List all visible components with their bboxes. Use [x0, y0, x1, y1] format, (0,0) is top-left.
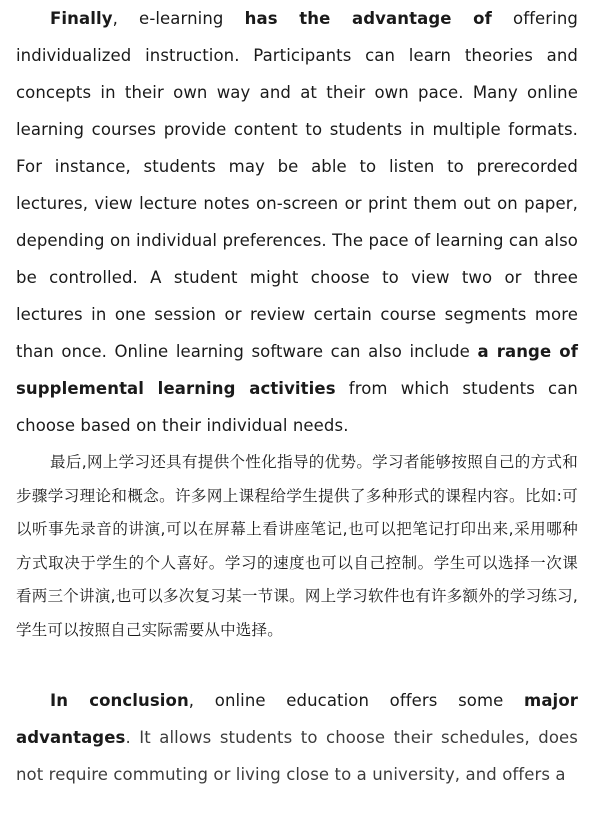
paragraph-text: , online education offers some [188, 691, 525, 710]
bold-phrase-finally: Finally [50, 9, 113, 28]
paragraph-text: offering individualized instruction. Participants can learn theories and concepts in their own way and at their own pace. Many online learning courses provide content to students in multiple formats. For instance, students may be able to listen to prerecorded lectures, view lecture notes on-screen or print them out on paper, depending on individual preferences. The pace of learning can also be controlled. A student might choose to view two or three lectures in one session or review certain course segments more than once. Online learning software can also include [16, 9, 578, 361]
document-page [16, 0, 578, 793]
paragraph-text: from which students can choose based on their individual needs. [16, 379, 578, 435]
paragraph-finally [16, 0, 578, 444]
paragraph-chinese-translation: 最后,网上学习还具有提供个性化指导的优势。学习者能够按照自己的方式和步骤学习理论和概念。许多网上课程给学生提供了多种形式的课程内容。比如:可以听事先录音的讲演,可以在屏幕上看讲座笔记,也可以把笔记打印出来,采用哪种方式取决于学生的个人喜好。学习的速度也可以自己控制。学生可以选择一次课看两三个讲演,也可以多次复习某一节课。网上学习软件也有许多额外的学习练习,学生可以按照自己实际需要从中选择。 [16, 453, 578, 639]
bold-phrase-in-conclusion: In conclusion [50, 691, 189, 710]
bold-phrase-major-advantages: major advantages [16, 691, 578, 747]
bold-phrase-supplemental: a range of supplemental learning activities [16, 342, 578, 398]
paragraph-spacer [16, 647, 578, 682]
bold-phrase-advantage: has the advantage of [244, 9, 492, 28]
paragraph-conclusion [16, 682, 578, 793]
paragraph-text: . It allows students to choose their schedules, does not require commuting or living close to a university, and offers a [16, 728, 578, 784]
paragraph-text: , e-learning [112, 9, 245, 28]
